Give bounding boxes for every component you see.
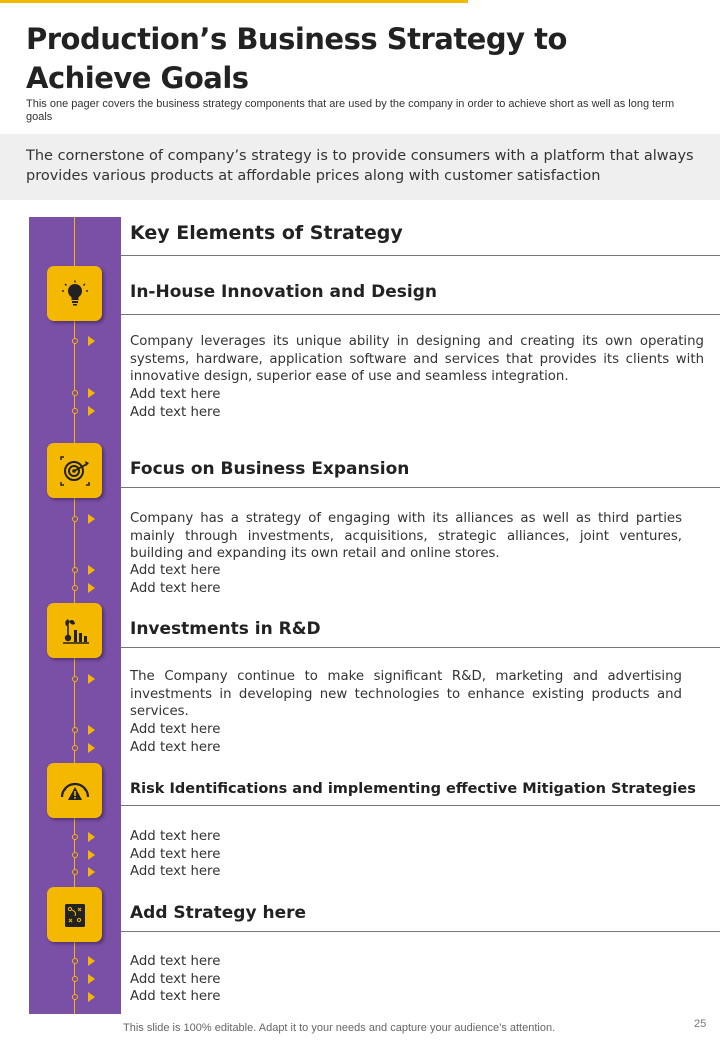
divider: [121, 314, 720, 315]
growth-chart-icon: [60, 616, 90, 646]
timeline-dot: [72, 976, 78, 982]
item-heading: Risk Identifications and implementing effective Mitigation Strategies: [130, 781, 696, 797]
intro-text: The cornerstone of company’s strategy is to provide consumers with a platform that always provides various products at affordable prices along with customer satisfaction: [26, 148, 694, 184]
timeline-arrow: [88, 832, 95, 842]
timeline-dot: [72, 390, 78, 396]
timeline-dot: [72, 852, 78, 858]
timeline-arrow: [88, 388, 95, 398]
timeline-dot: [72, 567, 78, 573]
item-placeholder-text: Add text here: [130, 864, 221, 879]
risk-gauge-icon: [59, 775, 91, 807]
item-description: Company has a strategy of engaging with its alliances as well as third parties mainly through investments, acquisitions, strategic alliances, joint ventures, building and expanding its own retail and online stores.: [130, 511, 682, 561]
page-subtitle: This one pager covers the business strategy components that are used by the company in order to achieve short as well as long term goals: [26, 98, 675, 123]
timeline-arrow: [88, 406, 95, 416]
target-icon: [60, 456, 90, 486]
item-heading: In-House Innovation and Design: [130, 282, 437, 302]
timeline-arrow: [88, 336, 95, 346]
item-placeholder-text: Add text here: [130, 847, 221, 862]
item-placeholder-text: Add text here: [130, 405, 221, 420]
timeline-dot: [72, 869, 78, 875]
timeline-dot: [72, 994, 78, 1000]
item-heading: Focus on Business Expansion: [130, 459, 410, 479]
divider: [121, 805, 720, 806]
item-placeholder-text: Add text here: [130, 829, 221, 844]
item-icon-box: [47, 266, 102, 321]
item-icon-box: [47, 887, 102, 942]
divider: [121, 487, 720, 488]
top-accent-bar: [0, 0, 468, 3]
section-title: Key Elements of Strategy: [130, 222, 403, 244]
page-title: Production’s Business Strategy to Achieve Goals: [26, 22, 567, 95]
item-placeholder-text: Add text here: [130, 972, 221, 987]
timeline-arrow: [88, 674, 95, 684]
item-heading: Investments in R&D: [130, 619, 321, 639]
item-placeholder-text: Add text here: [130, 954, 221, 969]
timeline-dot: [72, 727, 78, 733]
timeline-dot: [72, 408, 78, 414]
item-description: Company leverages its unique ability in designing and creating its own operating systems, hardware, application software and services that provides its clients with innovative design, superior ease of use and seamless integration.: [130, 334, 704, 384]
timeline-arrow: [88, 956, 95, 966]
lightbulb-icon: [61, 280, 89, 308]
timeline-arrow: [88, 974, 95, 984]
item-description: The Company continue to make significant R&D, marketing and advertising investments in developing new technologies to enhance existing products and services.: [130, 669, 682, 719]
timeline-dot: [72, 676, 78, 682]
timeline-dot: [72, 745, 78, 751]
item-icon-box: [47, 763, 102, 818]
timeline-arrow: [88, 583, 95, 593]
timeline-arrow: [88, 514, 95, 524]
item-placeholder-text: Add text here: [130, 581, 221, 596]
timeline-dot: [72, 516, 78, 522]
item-icon-box: [47, 443, 102, 498]
item-placeholder-text: Add text here: [130, 722, 221, 737]
footer-note: This slide is 100% editable. Adapt it to your needs and capture your audience’s attention.: [123, 1022, 556, 1034]
timeline-arrow: [88, 565, 95, 575]
timeline-arrow: [88, 743, 95, 753]
timeline-dot: [72, 834, 78, 840]
page-number: 25: [694, 1018, 707, 1030]
timeline-dot: [72, 585, 78, 591]
timeline-arrow: [88, 867, 95, 877]
timeline-dot: [72, 338, 78, 344]
intro-banner: [0, 134, 720, 200]
divider: [121, 647, 720, 648]
item-placeholder-text: Add text here: [130, 387, 221, 402]
item-placeholder-text: Add text here: [130, 989, 221, 1004]
timeline-dot: [72, 958, 78, 964]
timeline-arrow: [88, 850, 95, 860]
item-placeholder-text: Add text here: [130, 740, 221, 755]
timeline-arrow: [88, 725, 95, 735]
divider: [121, 255, 720, 256]
item-heading: Add Strategy here: [130, 903, 307, 923]
item-placeholder-text: Add text here: [130, 563, 221, 578]
timeline-arrow: [88, 992, 95, 1002]
strategy-board-icon: [60, 900, 90, 930]
divider: [121, 931, 720, 932]
item-icon-box: [47, 603, 102, 658]
